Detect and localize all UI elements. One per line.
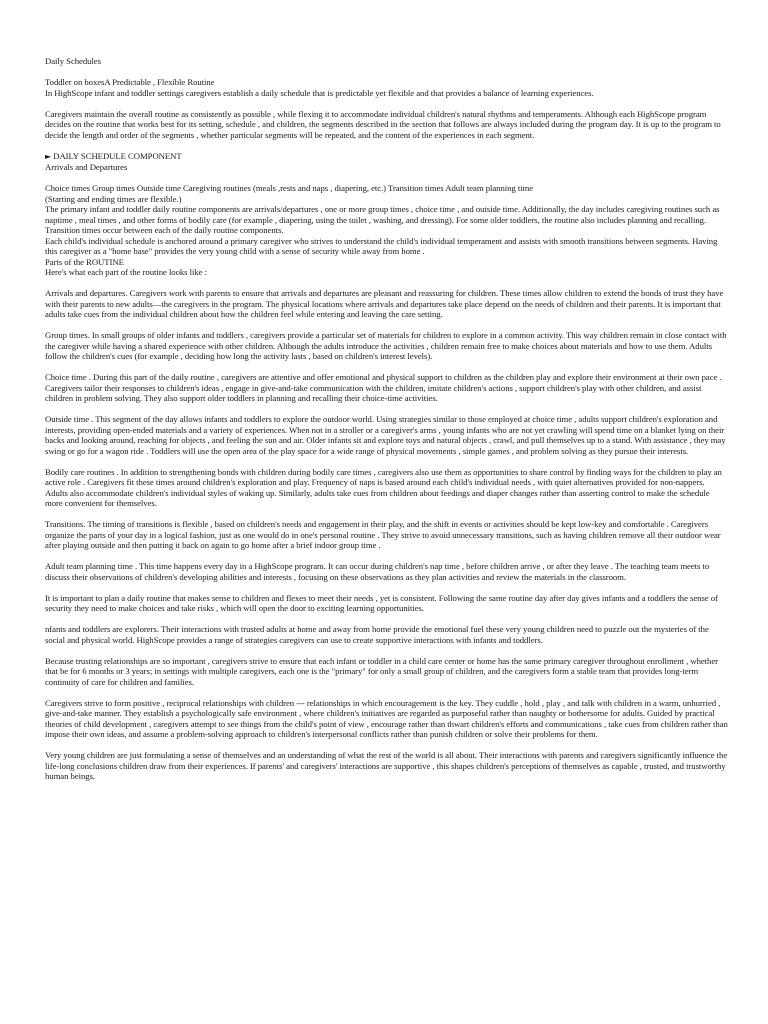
arrow-icon: ► bbox=[45, 151, 52, 161]
bodily-care-paragraph: Bodily care routines . In addition to strengthening bonds with children during bodily care times , caregivers also use them as opportunities to share control by finding ways for the children to play an active role . Caregivers fit these times around children's exploration and play. Frequency of naps is based around each child's individual needs , with quiet alternatives provided for non-nappers. Adults also accommodate children's individual styles of waking up. Similarly, adults take cues from children about feedings and diaper changes rather than asserting control to make the schedule more convenient for themselves. bbox=[45, 466, 722, 508]
overall-routine-paragraph: Caregivers maintain the overall routine as consistently as possible , while flexing it to accommodate individual children's natural rhythms and temperaments. Although each HighScope program decides on the routine that works best for its setting, schedule , and children, the segments described in the section that follows are always included during the program day. It is up to the program to decide the length and order of the segments , whether particular segments will be repeated, and the content of the experiences in each segment. bbox=[45, 108, 721, 140]
explorers-paragraph: nfants and toddlers are explorers. Their interactions with trusted adults at home and away from home provide the emotional fuel these very young children need to puzzle out the mysteries of the social and physical world. HighScope provides a range of strategies caregivers can use to create supportive interactions with infants and toddlers. bbox=[45, 624, 709, 645]
trusting-relationships-paragraph: Because trusting relationships are so important , caregivers strive to ensure that each infant or toddler in a child care center or home has the same primary caregiver throughout enrollment , whether that be for 6 months or 3 years; in settings with multiple caregivers, each one is the "primary" for only a small group of children, and the caregivers form a stable team that provides long-term continuity of care for children and families. bbox=[45, 655, 718, 687]
each-child-paragraph: Each child's individual schedule is anchored around a primary caregiver who strives to understand the child's individual temperament and assists with smooth transitions between segments. Having this caregiver as a "home base" provides the very young child with a sense of security while away from home . bbox=[45, 235, 718, 256]
primary-components-paragraph: The primary infant and toddler daily routine components are arrivals/departures , one or more group times , choice time , and outside time. Additionally, the day includes caregiving routines such as naptime , meal times , and other forms of bodily care (for example , diapering, using the toilet , washing, and dressing). For some older toddlers, the routine also includes planning and recalling. Transition times occur between each of the daily routine components. bbox=[45, 204, 720, 235]
parts-intro: Here's what each part of the routine looks like : bbox=[45, 267, 207, 277]
arrivals-paragraph: Arrivals and departures. Caregivers work with parents to ensure that arrivals and departures are pleasant and reassuring for children. These times allow children to extend the bonds of trust they have with their parents to new adults—the caregivers in the program. The physical locations where arrivals and departures take place depend on the needs of children and their parents. It is important that adults take cues from the individual children about how the children feel while entering and leaving the care setting. bbox=[45, 288, 724, 319]
adult-team-paragraph: Adult team planning time . This time happens every day in a HighScope program. It can occur during children's nap time , before children arrive , or after they leave . The teaching team meets to discuss their observations of children's developing abilities and interests , focusing on these observations as they plan activities and review the materials in the classroom. bbox=[45, 561, 710, 582]
intro-paragraph: In HighScope infant and toddler settings caregivers establish a daily schedule that is predictable yet flexible and that provides a balance of learning experiences. bbox=[45, 87, 594, 98]
component-heading: DAILY SCHEDULE COMPONENT bbox=[53, 150, 182, 161]
component-heading-line bbox=[45, 151, 728, 163]
very-young-children-paragraph: Very young children are just formulating a sense of themselves and an understanding of what the rest of the world is all about. Their interactions with parents and caregivers significantly influence the life-long conclusions children draw from their experiences. If parents' and caregivers' interactions are supportive , this shapes children's perceptions of themselves as capable , trusted, and trustworthy human beings. bbox=[45, 750, 728, 781]
parts-heading: Parts of the ROUTINE bbox=[45, 256, 124, 267]
component-list: Choice times Group times Outside time Caregiving routines (meals ,rests and naps , diapering, etc.) Transition times Adult team planning time bbox=[45, 183, 534, 193]
reciprocal-relationships-paragraph: Caregivers strive to form positive , reciprocal relationships with children --- relationships in which encouragement is the key. They cuddle , hold , play , and talk with children in a warm, unhurried , give-and-take manner. They establish a psychologically safe environment , where children's initiatives are regarded as purposeful rather than naughty or bothersome for adults. Guided by practical theories of child development , caregivers attempt to see things from the child's point of view , encourage rather than thwart children's efforts and communications , take cues from children rather than impose their own ideas, and assume a problem-solving approach to children's interpersonal conflicts rather than punish children or solve their problems for them. bbox=[45, 697, 728, 739]
group-times-paragraph: Group times. In small groups of older infants and toddlers , caregivers provide a particular set of materials for children to explore in a common activity. This way children remain in close contact with the caregiver while having a shared experience with other children. Although the adults introduce the activities , children remain free to make choices about materials and how to use them. Adults follow the children's cues (for example , deciding how long the activity lasts , based on children's interest levels). bbox=[45, 330, 727, 361]
intro-section bbox=[45, 77, 728, 88]
component-section bbox=[45, 151, 728, 173]
component-subheading: Arrivals and Departures bbox=[45, 162, 128, 172]
component-note: (Starting and ending times are flexible.) bbox=[45, 193, 182, 204]
important-paragraph: It is important to plan a daily routine that makes sense to children and flexes to meet their needs , yet is consistent. Following the same routine day after day gives infants and a toddlers the sense of security they need to make choices and take risks , which will open the door to exciting learning opportunities. bbox=[45, 592, 718, 613]
document-title: Daily Schedules bbox=[45, 56, 101, 66]
choice-time-paragraph: Choice time . During this part of the daily routine , caregivers are attentive and offer emotional and physical support to children as the children play and explore their environment at their own pace . Caregivers tailor their responses to children's ideas , engage in give-and-take communication with the children, imitate children's actions , support children's play with other children, and assist children in problem solving. They also support older toddlers in planning and recalling their choice-time activities. bbox=[45, 372, 722, 403]
outside-time-paragraph: Outside time . This segment of the day allows infants and toddlers to explore the outdoor world. Using strategies similar to those employed at choice time , adults support children's exploration and interests, providing open-ended materials and a variety of experiences. When not in a stroller or a caregiver's arms , young infants who are not yet crawling will spend time on a blanket lying on their backs and looking around, reaching for objects , and feeling the sun and air. Older infants sit and explore toys and natural objects , crawl, and pull themselves up to a stand. With assistance , they may swing or go for a wagon ride . Toddlers will use the open area of the play space for a wide range of physical movements , simple games , and problem solving as they pursue their interests. bbox=[45, 414, 726, 456]
document-subtitle: Toddler on boxesA Predictable , Flexible Routine bbox=[45, 77, 215, 87]
transitions-paragraph: Transitions. The timing of transitions is flexible , based on children's needs and engagement in their play, and the shift in events or activities should be kept low-key and comfortable . Caregivers organize the parts of your day in a logical fashion, just as one would do in one's personal routine . They strive to avoid unnecessary transitions, such as having children remove all their outdoor wear after playing outside and then putting it back on again to go home after a brief indoor group time . bbox=[45, 519, 721, 550]
